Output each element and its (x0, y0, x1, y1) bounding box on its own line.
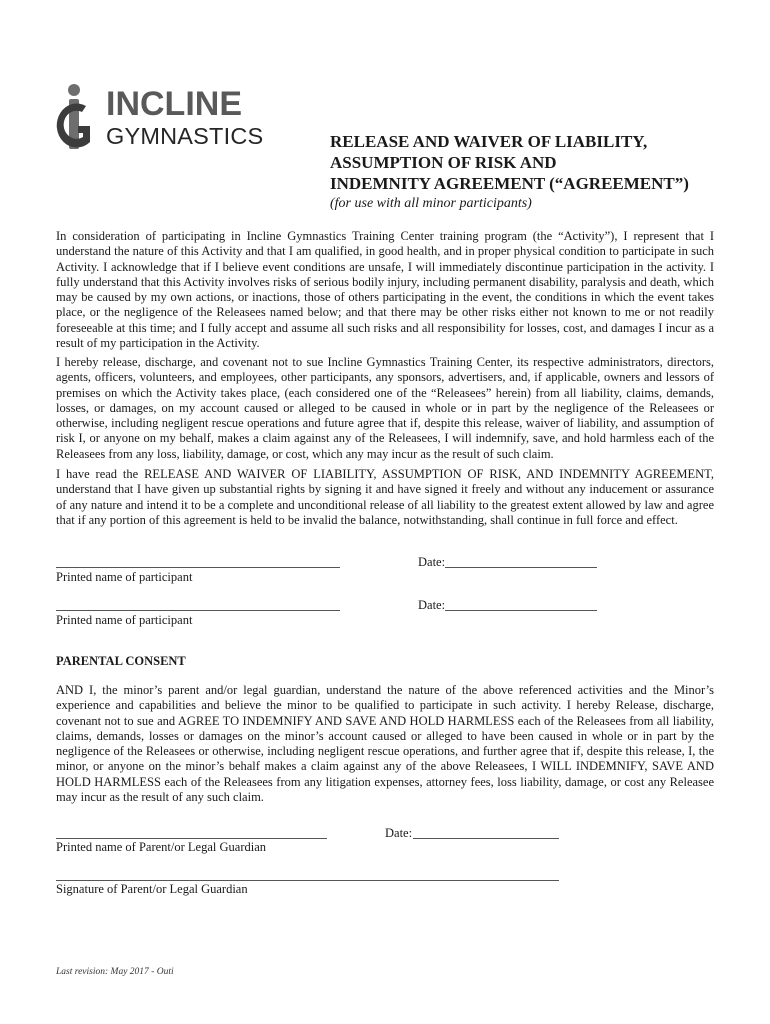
paragraph-release: I hereby release, discharge, and covenant not to sue Incline Gymnastics Training Center, its respective administrators, directors, agents, officers, volunteers, and employees, other participants, any sponsors, advertisers, and, if applicable, owners and lessors of premises on which the Activity takes place, (each considered one of the “Releasees” herein) from all liability, claims, demands, losses, or damages, on my account caused or alleged to be caused in whole or in part by the negligence of the Releasees or otherwise, including negligent rescue operations and future agree that if, despite this release, waiver of liability, and assumption of risk I, or anyone on my behalf, makes a claim against any of the Releasees, I will indemnify, save, and hold harmless each of the Releasees from any loss, liability, damage, or cost, which any may incur as the result of such claim. (56, 355, 714, 461)
document-subtitle: (for use with all minor participants) (330, 196, 532, 211)
incline-gymnastics-logo (56, 80, 264, 155)
date-label: Date: (418, 555, 446, 569)
participant-name-label: Printed name of participant (56, 570, 193, 584)
guardian-name-label: Printed name of Parent/or Legal Guardian (56, 840, 266, 854)
title-line: INDEMNITY AGREEMENT (“AGREEMENT”) (330, 174, 689, 193)
title-line: RELEASE AND WAIVER OF LIABILITY, (330, 132, 648, 151)
guardian-signature-line[interactable] (56, 880, 559, 881)
guardian-name-line[interactable] (56, 838, 327, 839)
participant-name-label: Printed name of participant (56, 613, 193, 627)
paragraph-acknowledgement: I have read the RELEASE AND WAIVER OF LIABILITY, ASSUMPTION OF RISK, AND INDEMNITY AGREEMENT, understand that I have given up substantial rights by signing it and have signed it freely and without any inducement or assurance of any nature and intend it to be a complete and unconditional release of all liability to the greatest extent allowed by law and agree that if any portion of this agreement is held to be invalid the balance, notwithstanding, shall continue in full force and effect. (56, 467, 714, 527)
title-line: ASSUMPTION OF RISK AND (330, 153, 557, 172)
logo-wordmark-gymnastics: GYMNASTICS (106, 123, 264, 149)
parental-consent-heading: PARENTAL CONSENT (56, 654, 186, 668)
document-title (330, 131, 750, 213)
logo-mark-icon (56, 80, 104, 155)
paragraph-parental-consent: AND I, the minor’s parent and/or legal guardian, understand the nature of the above referenced activities and the Minor’s experience and capabilities and believe the minor to be qualified to participate in such activity. I hereby Release, discharge, covenant not to sue and AGREE TO INDEMNIFY AND SAVE AND HOLD HARMLESS each of the Releasees from all liability, claims, demands, losses or damages on the minor’s account caused or alleged to have been caused in whole or in part by the negligence of the Releasees or otherwise, including negligent rescue operations, and further agree that if, despite this release, I, the minor, or anyone on the minor’s behalf makes a claim against any of the above Releasees, I WILL INDEMNIFY, SAVE AND HOLD HARMLESS each of the Releasees from any litigation expenses, attorney fees, loss liability, damage, or cost any Releasee may incur as the result of any such claim. (56, 683, 714, 805)
paragraph-consideration: In consideration of participating in Incline Gymnastics Training Center training program (the “Activity”), I represent that I understand the nature of this Activity and that I am qualified, in good health, and in proper physical condition to participate in such Activity. I acknowledge that if I believe event conditions are unsafe, I will immediately discontinue participation in the activity. I fully understand that this Activity involves risks of serious bodily injury, including permanent disability, paralysis and death, which may be caused by my own actions, or inactions, those of others participating in the event, the conditions in which the event takes place, or the negligence of the Releasees named below; and that there may be other risks either not known to me or not readily foreseeable at this time; and I fully accept and assume all such risks and all responsibility for losses, cost, and damages I incur as a result of my participation in the Activity. (56, 229, 714, 351)
logo-wordmark-incline: INCLINE (106, 85, 242, 123)
participant-date-line[interactable] (445, 567, 597, 568)
participant-name-line[interactable] (56, 610, 340, 611)
participant-date-line[interactable] (445, 610, 597, 611)
guardian-signature-label: Signature of Parent/or Legal Guardian (56, 882, 248, 896)
date-label: Date: (385, 826, 413, 840)
guardian-date-line[interactable] (413, 838, 559, 839)
revision-footer: Last revision: May 2017 - Outi (56, 967, 174, 977)
participant-name-line[interactable] (56, 567, 340, 568)
date-label: Date: (418, 598, 446, 612)
